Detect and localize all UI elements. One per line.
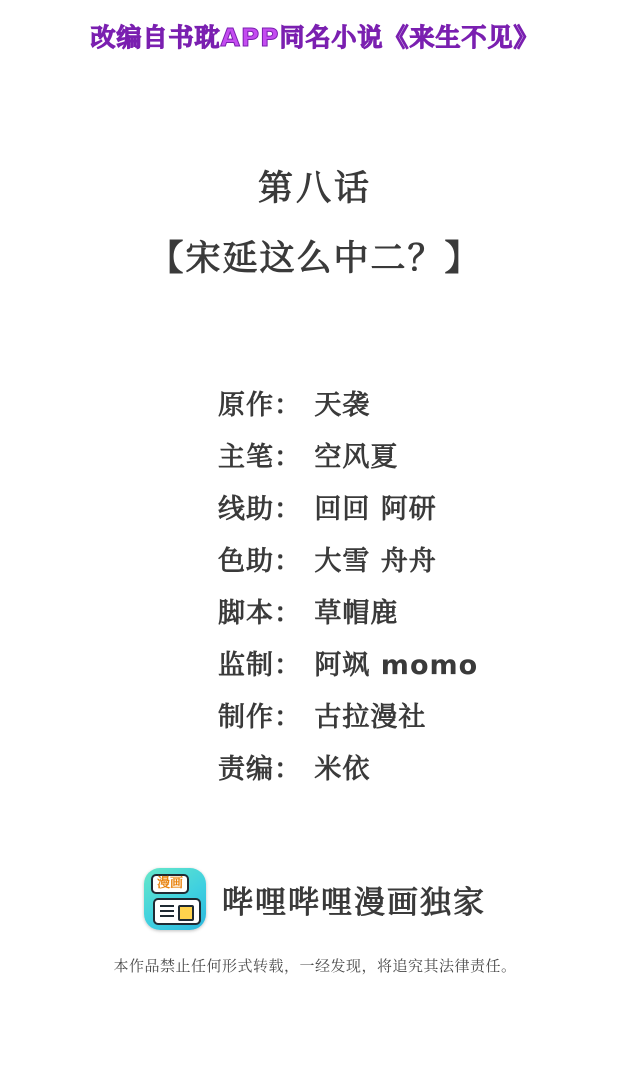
credit-row [218,692,618,744]
credit-row [218,484,618,536]
credit-row [218,432,618,484]
credit-role: 监制： [218,650,302,681]
credit-row [218,536,618,588]
credit-value: 大雪 舟舟 [314,546,437,577]
episode-name: 【宋延这么中二？】 [148,239,482,279]
credit-role: 色助： [218,546,302,577]
credit-role: 脚本： [218,598,302,629]
app-icon-screen [153,898,201,925]
credit-value: 阿飒 momo [314,650,479,681]
credit-value: 米依 [314,754,371,785]
credit-row [218,744,618,796]
credit-value: 回回 阿研 [314,494,437,525]
source-novel-banner: 改编自书耽APP同名小说《来生不见》 [90,23,540,52]
publisher-label: 哔哩哔哩漫画独家 [222,884,486,921]
bilibili-comics-app-icon [144,868,206,930]
episode-number: 第八话 [257,169,372,209]
credit-role: 责编： [218,754,302,785]
credits-list [218,380,618,796]
credit-value: 古拉漫社 [314,702,427,733]
credit-role: 线助： [218,494,302,525]
copyright-notice: 本作品禁止任何形式转载，一经发现，将追究其法律责任。 [113,957,517,975]
episode-title-block [0,168,630,280]
credit-row [218,588,618,640]
credit-value: 空风夏 [314,442,399,473]
credit-row [218,380,618,432]
credit-value: 天袭 [314,390,371,421]
credit-role: 原作： [218,390,302,421]
publisher-brand [0,868,630,930]
credit-role: 主笔： [218,442,302,473]
credit-role: 制作： [218,702,302,733]
credit-value: 草帽鹿 [314,598,399,629]
app-icon-label: 漫画 [151,874,189,894]
credit-row [218,640,618,692]
